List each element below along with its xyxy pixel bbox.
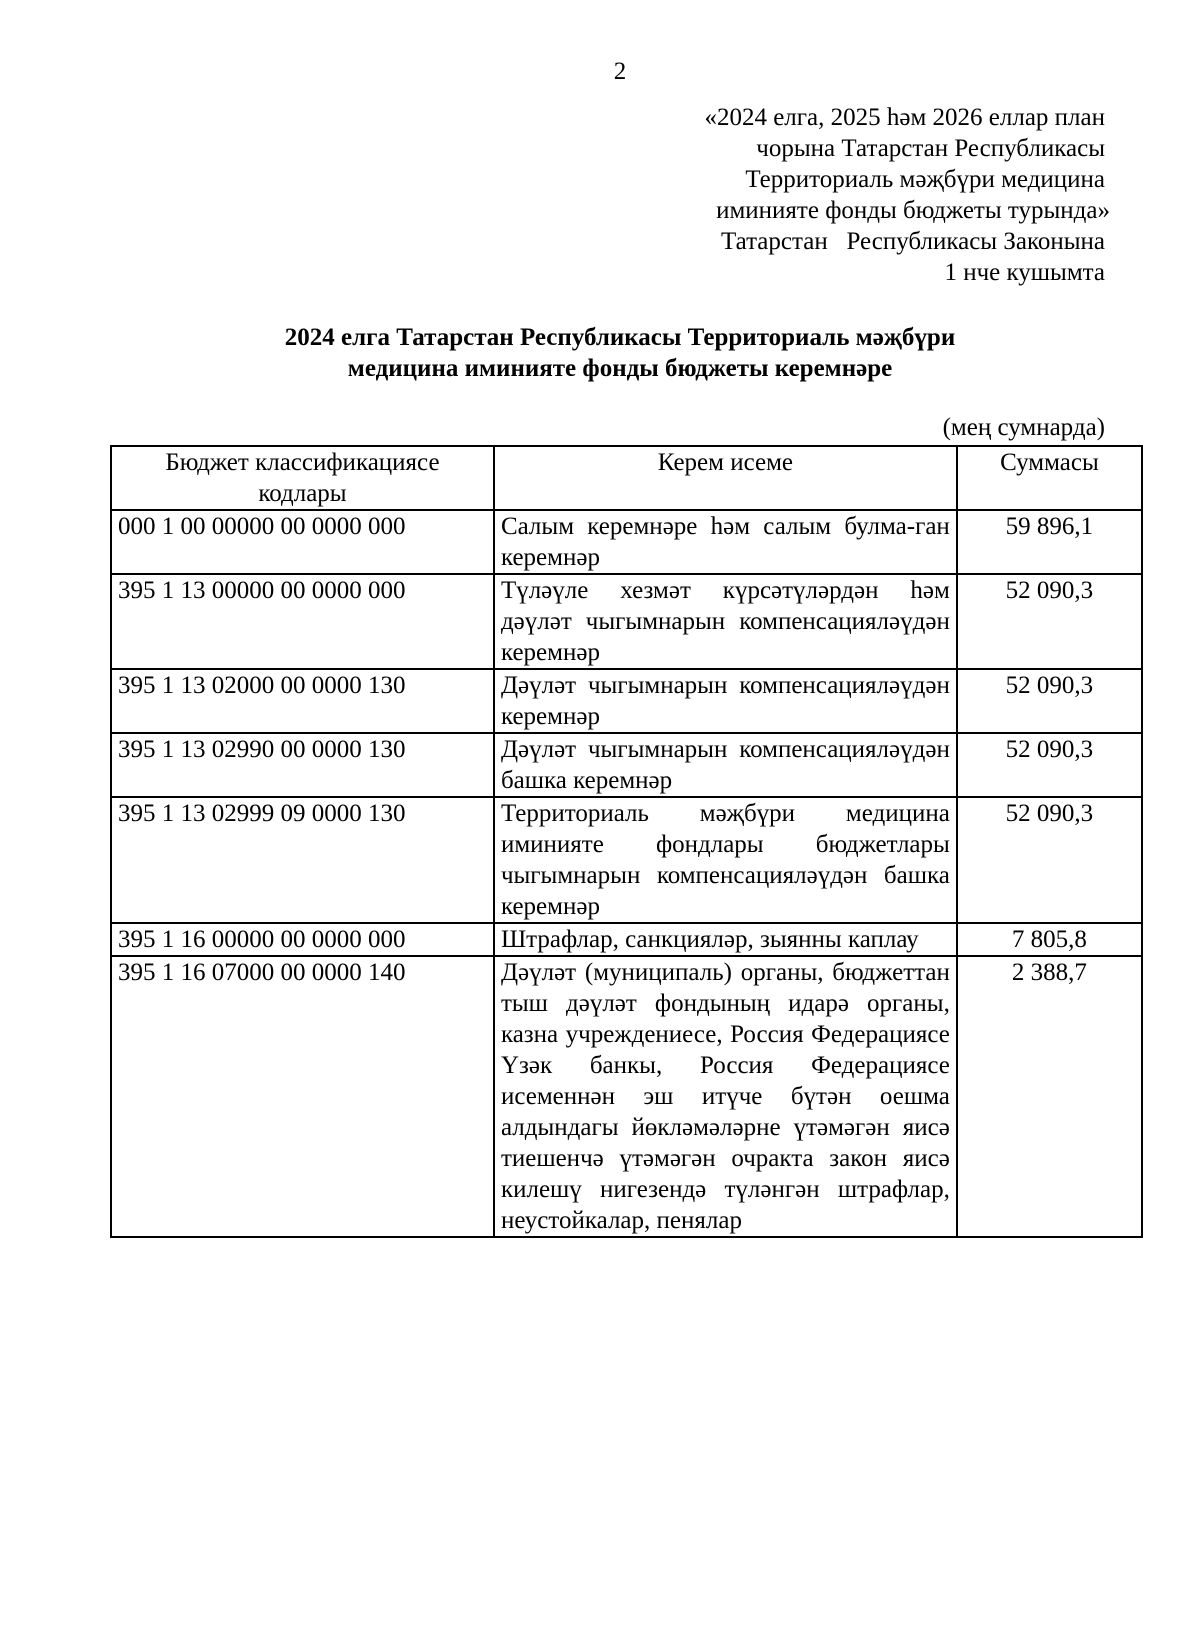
units-note: (мең сумнарда) [942,414,1105,441]
row-name: Салым керемнәре һәм салым булма-ган керемнәр [494,510,957,574]
row-name: Дәүләт чыгымнарын компенсацияләүдән керемнәр [494,669,957,733]
table-row [111,923,1142,956]
appendix-line: 1 нче кушымта [944,259,1105,286]
row-code: 395 1 13 02990 00 0000 130 [111,733,494,797]
table-row [111,669,1142,733]
title-line: 2024 елга Татарстан Республикасы Территориаль мәҗбүри [284,324,956,351]
row-name: Түләүле хезмәт күрсәтүләрдән һәм дәүләт чыгымнарын компенсацияләүдән керемнәр [494,574,957,669]
row-code: 395 1 16 07000 00 0000 140 [111,956,494,1237]
table-header-row [111,446,1142,510]
row-amount: 2 388,7 [957,956,1142,1237]
appendix-line: Территориаль мәҗбүри медицина [745,166,1105,193]
row-code: 395 1 13 00000 00 0000 000 [111,574,494,669]
table-row [111,956,1142,1237]
row-code: 395 1 16 00000 00 0000 000 [111,923,494,956]
row-amount: 7 805,8 [957,923,1142,956]
table-row [111,797,1142,923]
row-amount: 52 090,3 [957,669,1142,733]
header-amount: Суммасы [957,446,1142,510]
table-row [111,510,1142,574]
row-name: Дәүләт чыгымнарын компенсацияләүдән башка керемнәр [494,733,957,797]
row-code: 395 1 13 02999 09 0000 130 [111,797,494,923]
row-amount: 52 090,3 [957,797,1142,923]
row-name: Территориаль мәҗбүри медицина иминияте фондлары бюджетлары чыгымнарын компенсацияләүдән башка керемнәр [494,797,957,923]
row-amount: 52 090,3 [957,733,1142,797]
appendix-line: чорына Татарстан Республикасы [756,135,1105,162]
row-amount: 59 896,1 [957,510,1142,574]
table-row [111,574,1142,669]
row-code: 395 1 13 02000 00 0000 130 [111,669,494,733]
header-code: Бюджет классификациясе кодлары [111,446,494,510]
appendix-line: «2024 елга, 2025 һәм 2026 еллар план [704,104,1105,131]
appendix-line: Татарстан Республикасы Законына [720,228,1105,255]
revenue-table [110,445,1143,1238]
title-line: медицина иминияте фонды бюджеты керемнәре [347,355,893,382]
row-amount: 52 090,3 [957,574,1142,669]
appendix-line: иминияте фонды бюджеты турында» [716,197,1110,224]
header-name: Керем исеме [494,446,957,510]
row-code: 000 1 00 00000 00 0000 000 [111,510,494,574]
appendix-reference [704,102,1110,288]
row-name: Штрафлар, санкцияләр, зыянны каплау [494,923,957,956]
table-row [111,733,1142,797]
row-name: Дәүләт (муниципаль) органы, бюджеттан тыш дәүләт фондының идарә органы, казна учреждениесе, Россия Федерациясе Үзәк банкы, Россия Федерациясе исеменнән эш итүче бүтән оешма алдындагы йөкләмәләрне үтәмәгән яисә тиешенчә үтәмәгән очракта закон яисә килешү нигезендә түләнгән штрафлар, неустойкалар, пенялар [494,956,957,1237]
page-number: 2 [613,58,627,85]
document-title [0,322,1200,384]
